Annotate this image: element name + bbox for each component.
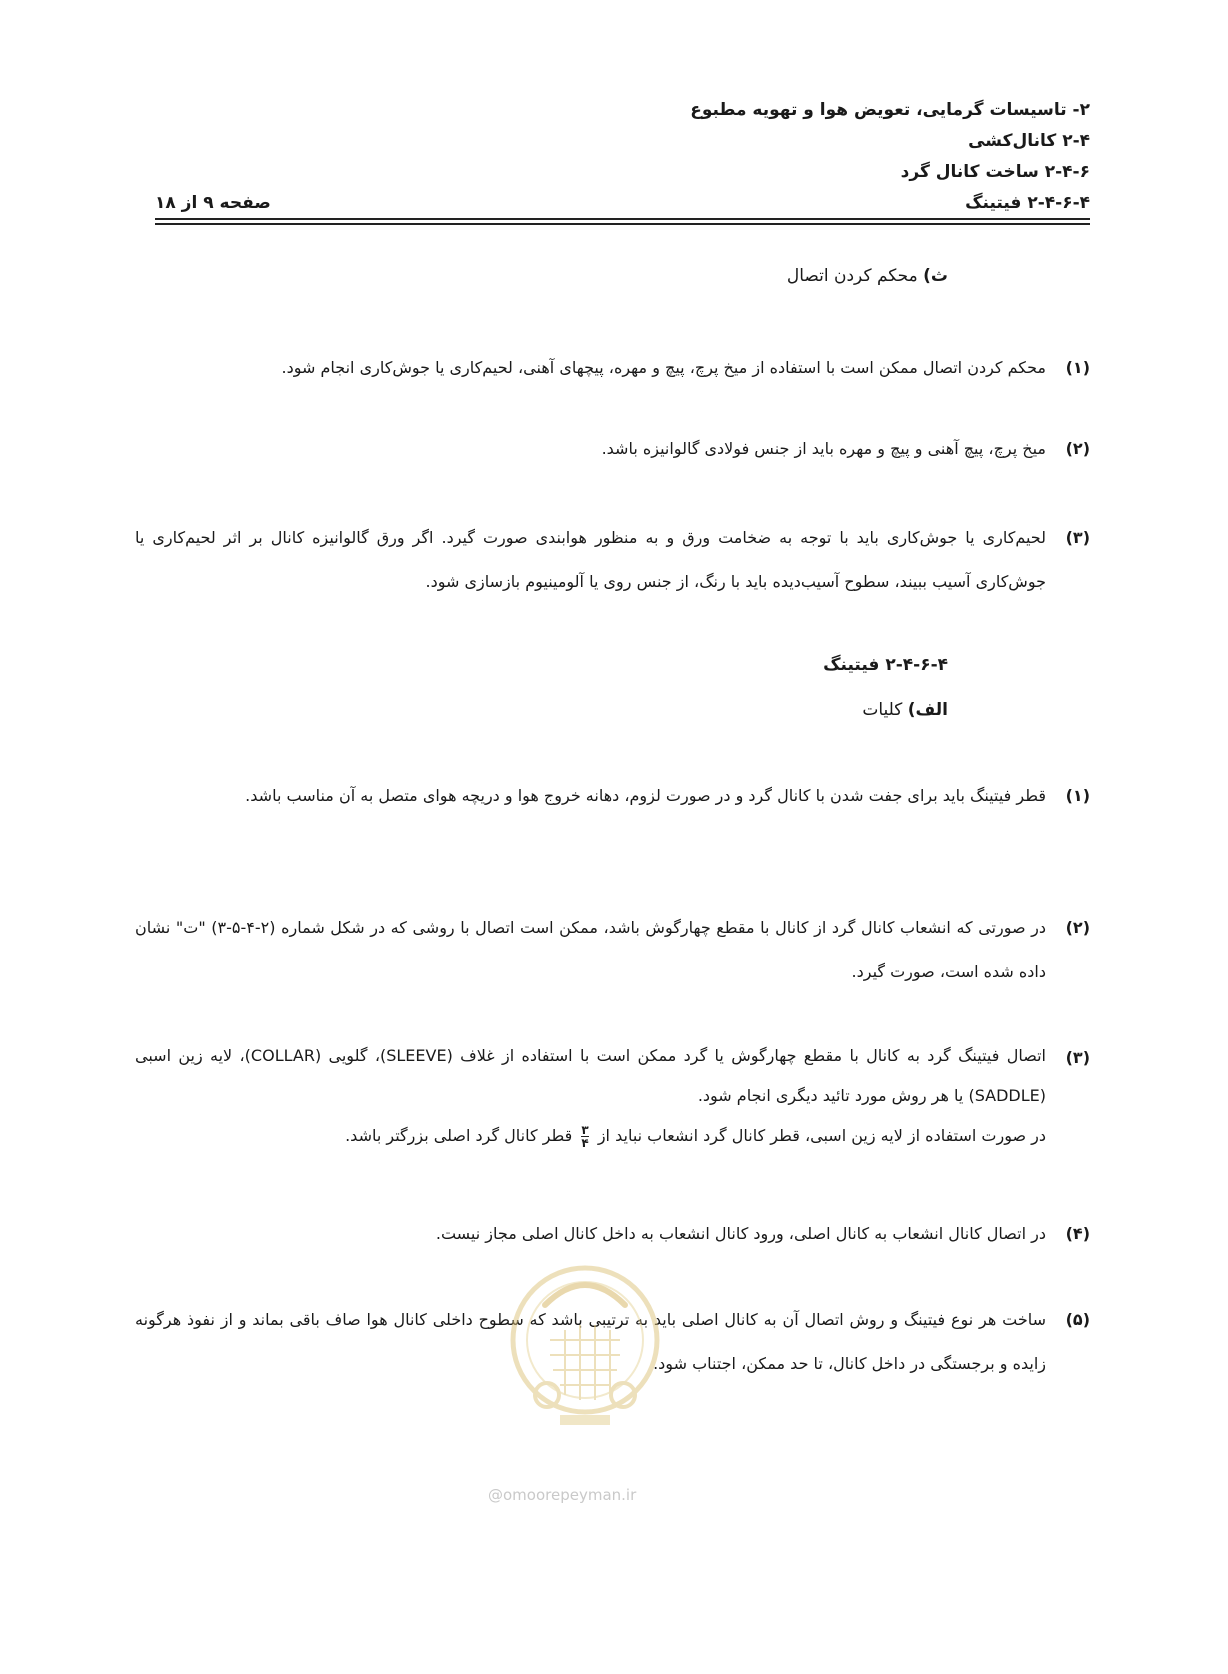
- header-subsection: ۲-۴-۶ ساخت کانال گرد: [900, 162, 1090, 182]
- fraction: [581, 1124, 588, 1149]
- subsection-general-heading: [862, 700, 948, 720]
- section-th-title: محکم کردن اتصال: [786, 266, 918, 286]
- item-text-part: قطر کانال گرد اصلی بزرگتر باشد.: [345, 1126, 573, 1145]
- subsection-label: الف): [907, 700, 948, 720]
- list-item: [135, 427, 1090, 471]
- item-number: (۲): [1065, 439, 1090, 458]
- watermark-url: @omoorepeyman.ir: [488, 1486, 637, 1504]
- item-number: (۱): [1065, 358, 1090, 377]
- subsection-title: کلیات: [862, 700, 903, 720]
- item-number: (۳): [1065, 528, 1090, 547]
- page-header: [155, 95, 1090, 219]
- header-topic: ۲-۴-۶-۴ فیتینگ: [965, 193, 1090, 213]
- item-text: محکم کردن اتصال ممکن است با استفاده از میخ پرچ، پیچ و مهره، پیچهای آهنی، لحیم‌کاری یا جوش‌کاری انجام شود.: [281, 358, 1046, 377]
- item-number: (۳): [1065, 1048, 1090, 1067]
- fraction-numerator: ۳: [581, 1123, 589, 1137]
- item-text: قطر فیتینگ باید برای جفت شدن با کانال گرد و در صورت لزوم، دهانه خروج هوا و دریچه هوای متصل به آن مناسب باشد.: [245, 786, 1046, 805]
- section-fitting-heading: ۲-۴-۶-۴ فیتینگ: [823, 655, 948, 675]
- header-section: ۲-۴ کانال‌کشی: [968, 131, 1090, 151]
- item-number: (۵): [1065, 1310, 1090, 1329]
- list-item: [135, 516, 1090, 604]
- section-th-heading: [787, 266, 948, 286]
- item-number: (۲): [1065, 918, 1090, 937]
- header-rule-bottom: [155, 223, 1090, 225]
- item-text-continued: [135, 1116, 1046, 1156]
- item-number: (۱): [1065, 786, 1090, 805]
- item-text: اتصال فیتینگ گرد به کانال با مقطع چهارگوش یا گرد ممکن است با استفاده از غلاف (SLEEVE)، گلویی (COLLAR)، لایه زین اسبی (SADDLE) یا هر روش مورد تائید دیگری انجام شود.: [135, 1046, 1046, 1105]
- item-text: میخ پرچ، پیچ آهنی و پیچ و مهره باید از جنس فولادی گالوانیزه باشد.: [601, 439, 1046, 458]
- list-item: [135, 1036, 1090, 1156]
- list-item: [135, 906, 1090, 994]
- list-item: [135, 346, 1090, 390]
- item-text: ساخت هر نوع فیتینگ و روش اتصال آن به کانال اصلی باید به ترتیبی باشد که سطوح داخلی کانال هوا صاف باقی بماند و از نفوذ هرگونه زایده و برجستگی در داخل کانال، تا حد ممکن، اجتناب شود.: [135, 1310, 1046, 1373]
- item-text: در اتصال کانال انشعاب به کانال اصلی، ورود کانال انشعاب به داخل کانال اصلی مجاز نیست.: [435, 1224, 1046, 1243]
- item-text: لحیم‌کاری یا جوش‌کاری باید با توجه به ضخامت ورق و به منظور هوابندی صورت گیرد. اگر ورق گالوانیزه کانال بر اثر لحیم‌کاری یا جوش‌کاری آسیب ببیند، سطوح آسیب‌دیده باید با رنگ، از جنس روی یا آلومینیوم بازسازی شود.: [135, 528, 1046, 591]
- header-chapter: ۲- تاسیسات گرمایی، تعویض هوا و تهویه مطبوع: [690, 100, 1090, 120]
- page-number: صفحه ۹ از ۱۸: [155, 193, 271, 213]
- item-number: (۴): [1065, 1224, 1090, 1243]
- header-rule-top: [155, 218, 1090, 220]
- item-text-part: در صورت استفاده از لایه زین اسبی، قطر کانال گرد انشعاب نباید از: [597, 1126, 1046, 1145]
- fraction-denominator: ۴: [581, 1136, 589, 1150]
- watermark-logo: [505, 1245, 665, 1445]
- item-text: در صورتی که انشعاب کانال گرد از کانال با مقطع چهارگوش باشد، ممکن است اتصال با روشی که در شکل شماره (۲-۴-۵-۳) "ت" نشان داده شده است، صورت گیرد.: [135, 918, 1047, 981]
- section-th-label: ث): [923, 266, 948, 286]
- list-item: [135, 774, 1090, 818]
